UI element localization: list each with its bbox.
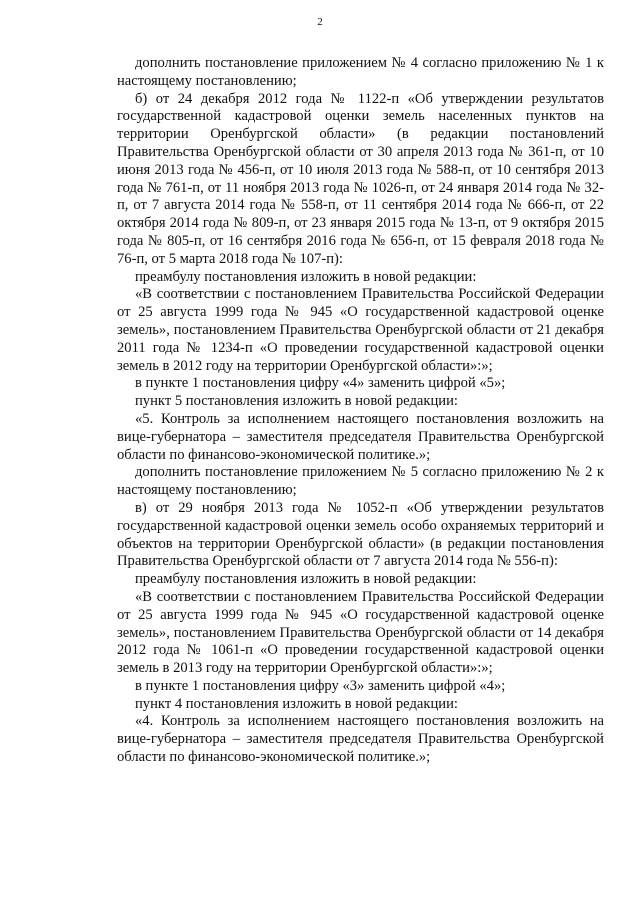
paragraph-point-4-text: «4. Контроль за исполнением настоящего постановления возложить на вице-губернатора – заместителя председателя Правительства Оренбургской области по финансово-экономической политике.»; bbox=[117, 713, 604, 766]
paragraph-point-4-intro: пункт 4 постановления изложить в новой редакции: bbox=[135, 695, 458, 712]
paragraph-preamble-intro-1: преамбулу постановления изложить в новой редакции: bbox=[135, 268, 477, 285]
paragraph-point-1-change-1: в пункте 1 постановления цифру «4» заменить цифрой «5»; bbox=[135, 375, 506, 392]
paragraph-preamble-text-1: «В соответствии с постановлением Правительства Российской Федерации от 25 августа 1999 года № 945 «О государственной кадастровой оценке земель», постановлением Правительства Оренбургской области от 21 декабря 2011 года № 1234-п «О проведении государственной кадастровой оценки земель в 2012 году на территории Оренбургской области»:»; bbox=[117, 286, 604, 374]
paragraph-preamble-text-2: «В соответствии с постановлением Правительства Российской Федерации от 25 августа 1999 года № 945 «О государственной кадастровой оценке земель», постановлением Правительства Оренбургской области от 14 декабря 2012 года № 1061-п «О проведении государственной кадастровой оценки земель в 2013 году на территории Оренбургской области»:»; bbox=[117, 588, 604, 677]
paragraph-point-5-intro: пункт 5 постановления изложить в новой редакции: bbox=[135, 393, 458, 410]
document-body bbox=[117, 55, 604, 767]
page-number: 2 bbox=[317, 16, 323, 28]
paragraph-add-appendix-5: дополнить постановление приложением № 5 согласно приложению № 2 к настоящему постановлению; bbox=[117, 464, 604, 499]
paragraph-point-1-change-2: в пункте 1 постановления цифру «3» заменить цифрой «4»; bbox=[135, 677, 506, 694]
paragraph-item-b: б) от 24 декабря 2012 года № 1122-п «Об утверждении результатов государственной кадастровой оценки земель населенных пунктов на территории Оренбургской области» (в редакции постановлений Правительства Оренбургской области от 30 апреля 2013 года № 361-п, от 10 июня 2013 года № 456-п, от 10 июля 2013 года № 588-п, от 10 сентября 2013 года № 761-п, от 11 ноября 2013 года № 1026-п, от 24 января 2014 года № 32-п, от 7 августа 2014 года № 558-п, от 11 сентября 2014 года № 666-п, от 22 октября 2014 года № 809-п, от 23 января 2015 года № 13-п, от 9 октября 2015 года № 805-п, от 16 сентября 2016 года № 656-п, от 15 февраля 2018 года № 76-п, от 5 марта 2018 года № 107-п): bbox=[117, 90, 604, 267]
paragraph-add-appendix-4: дополнить постановление приложением № 4 согласно приложению № 1 к настоящему постановлению; bbox=[117, 55, 604, 89]
paragraph-preamble-intro-2: преамбулу постановления изложить в новой редакции: bbox=[135, 571, 477, 588]
paragraph-item-v: в) от 29 ноября 2013 года № 1052-п «Об утверждении результатов государственной кадастровой оценки земель особо охраняемых территорий и объектов на территории Оренбургской области» (в редакции постановления Правительства Оренбургской области от 7 августа 2014 года № 556-п): bbox=[117, 499, 604, 570]
paragraph-point-5-text: «5. Контроль за исполнением настоящего постановления возложить на вице-губернатора – заместителя председателя Правительства Оренбургской области по финансово-экономической политике.»; bbox=[117, 410, 604, 463]
